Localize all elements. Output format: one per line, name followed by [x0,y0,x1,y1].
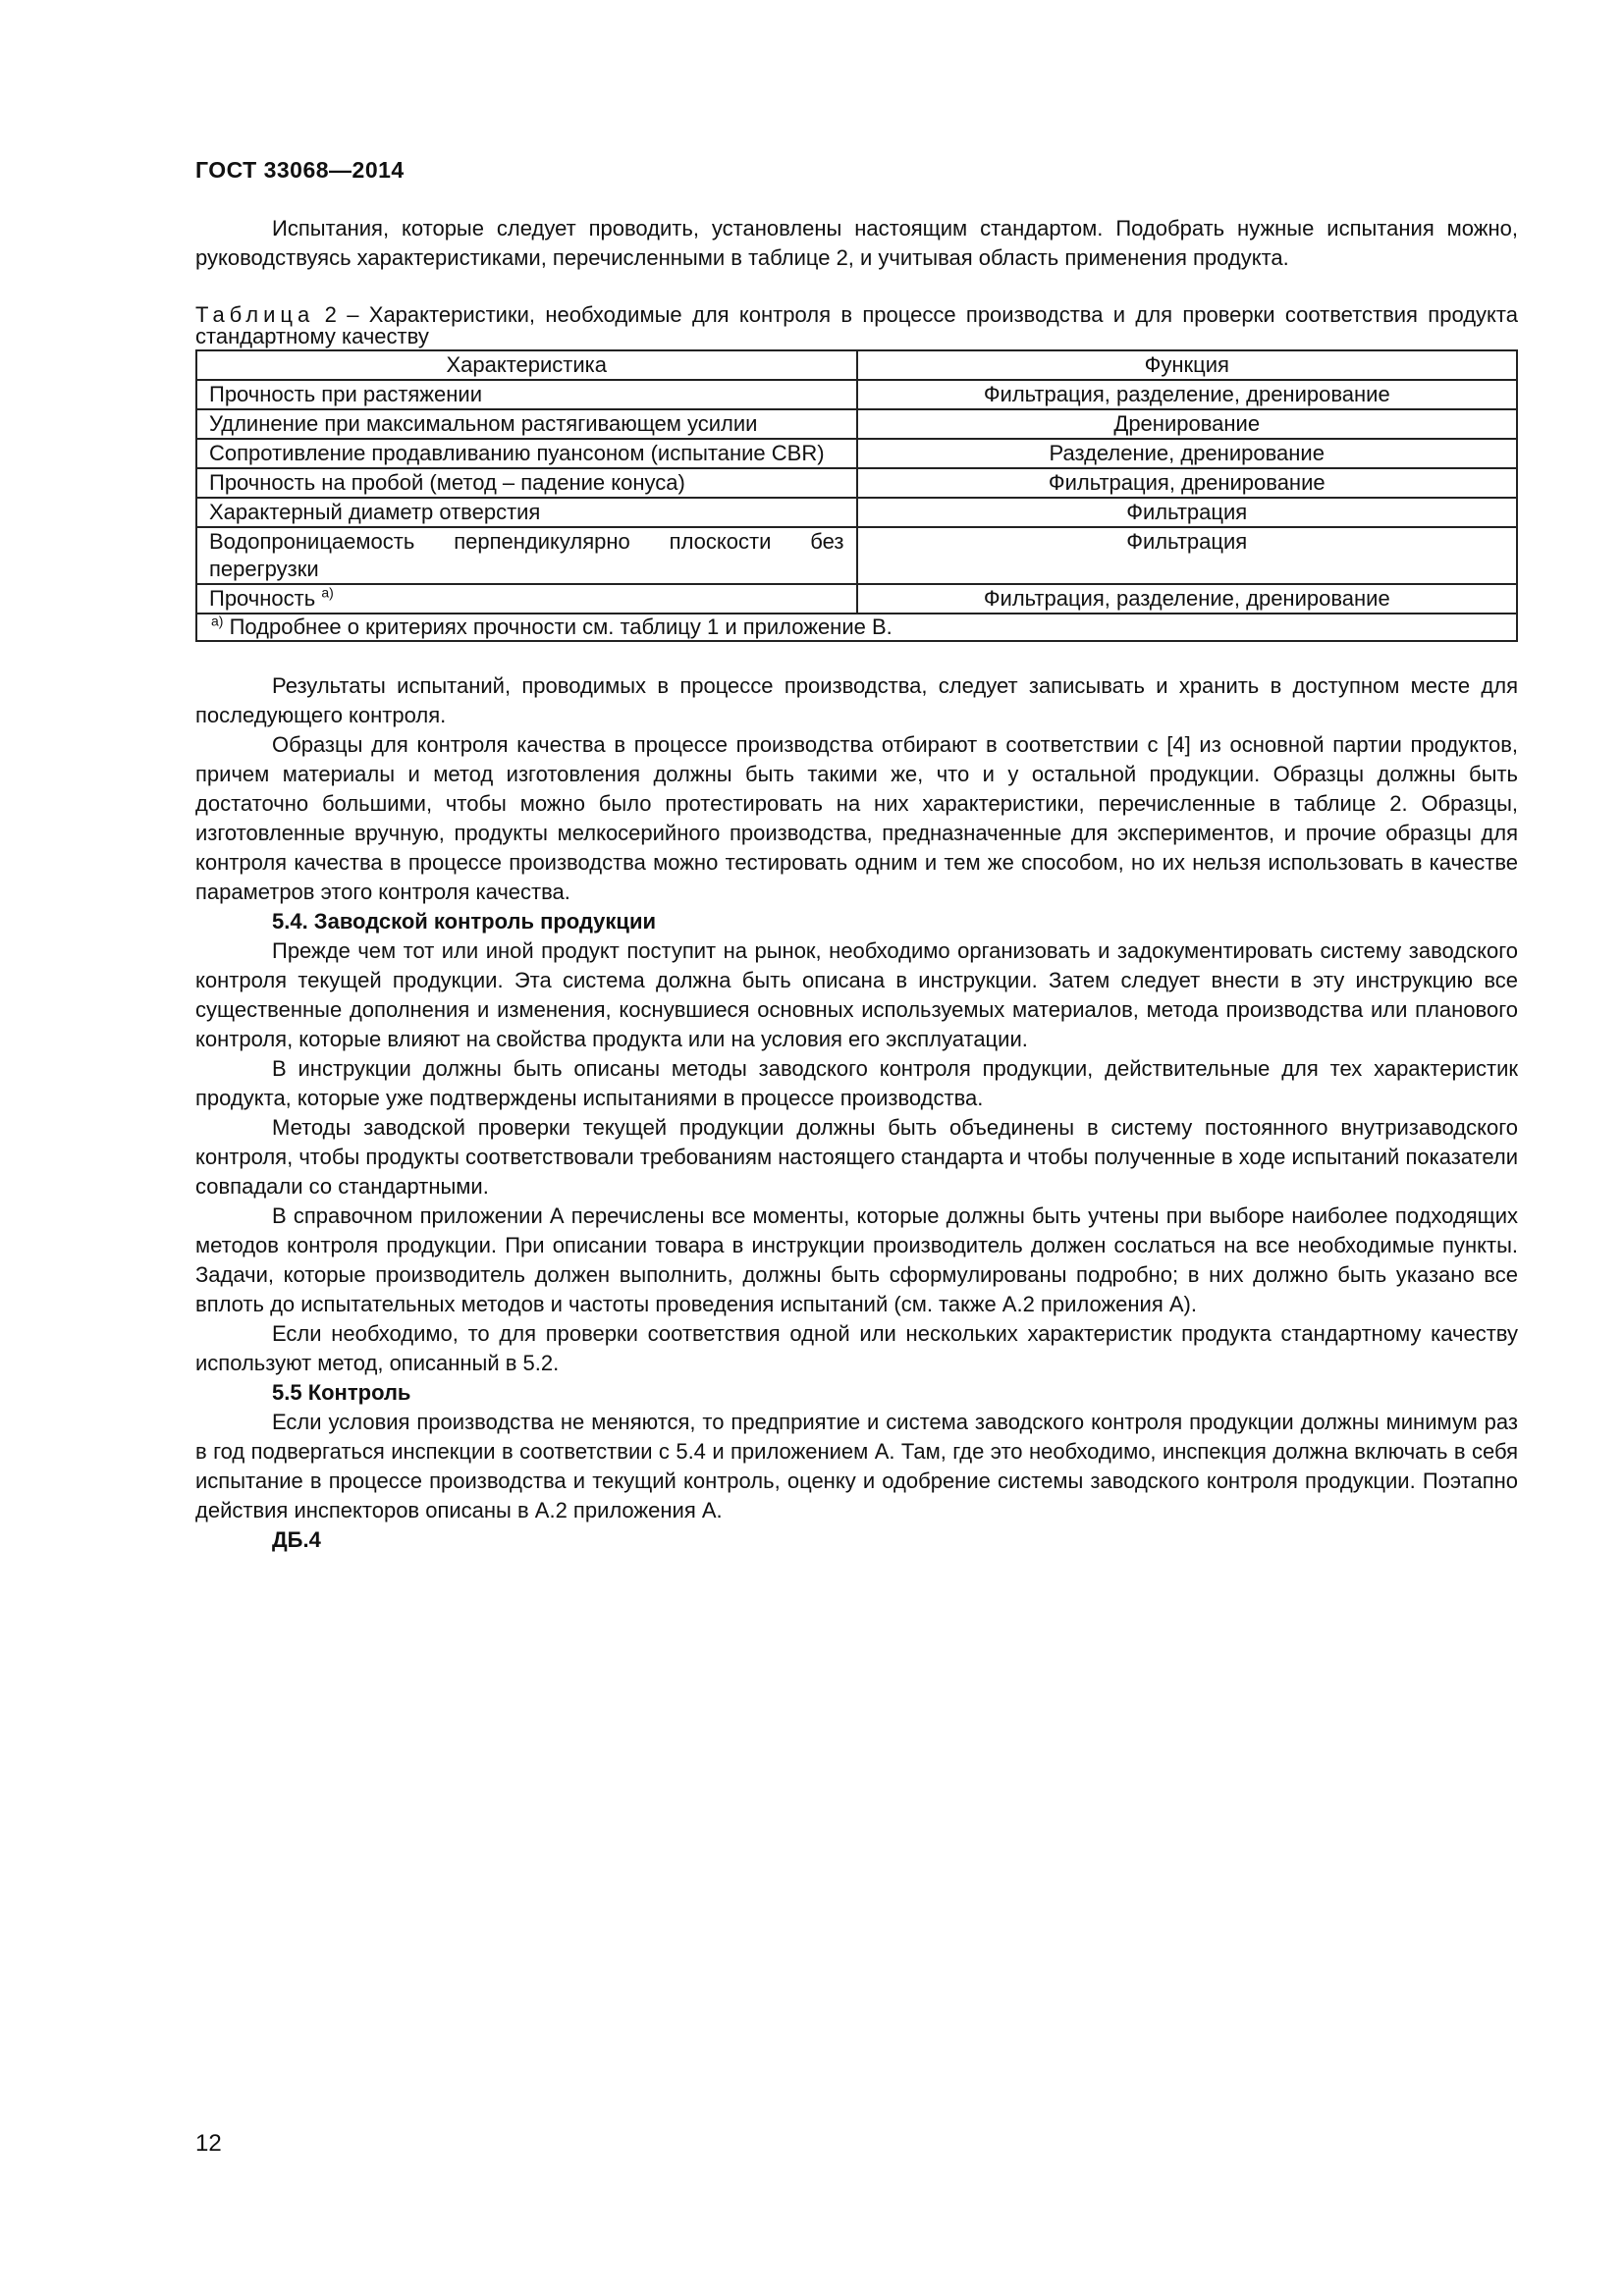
table-row [196,468,1517,498]
section-5-4-paragraph: Методы заводской проверки текущей продукции должны быть объединены в систему постоянного внутризаводского контроля, чтобы продукты соответствовали требованиям настоящего стандарта и чтобы полученные в ходе испытаний показатели совпадали со стандартными. [195,1115,1518,1199]
section-5-5-paragraph: Если условия производства не меняются, то предприятие и система заводского контроля продукции должны минимум раз в год подвергаться инспекции в соответствии с 5.4 и приложением А. Там, где это необходимо, инспекция должна включать в себя испытание в процессе производства и текущий контроль, оценку и одобрение системы заводского контроля продукции. Поэтапно действия инспекторов описаны в А.2 приложения А. [195,1410,1518,1522]
table-caption-label: Таблица [195,302,315,327]
section-5-4-paragraph: Прежде чем тот или иной продукт поступит на рынок, необходимо организовать и задокументировать систему заводского контроля текущей продукции. Эта система должна быть описана в инструкции. Затем следует внести в эту инструкцию все существенные дополнения и изменения, коснувшиеся основных используемых материалов, метода производства или планового контроля, которые влияют на свойства продукта или на условия его эксплуатации. [195,938,1518,1051]
table-caption-text: 2 – Характеристики, необходимые для контроля в процессе производства и для проверки соответствия продукта стандартному качеству [195,302,1518,348]
cell-characteristic: Характерный диаметр отверстия [196,498,857,527]
section-5-5-heading: 5.5 Контроль [272,1380,411,1405]
cell-characteristic: Прочность на пробой (метод – падение конуса) [196,468,857,498]
table-row [196,527,1517,584]
results-paragraph: Результаты испытаний, проводимых в процессе производства, следует записывать и хранить в доступном месте для последующего контроля. [195,673,1518,727]
cell-characteristic: Сопротивление продавливанию пуансоном (испытание CBR) [196,439,857,468]
section-5-4-heading: 5.4. Заводской контроль продукции [272,909,657,934]
characteristics-table [195,349,1518,642]
cell-function: Разделение, дренирование [857,439,1518,468]
cell-characteristic: Прочность при растяжении [196,380,857,409]
cell-function: Дренирование [857,409,1518,439]
intro-paragraph: Испытания, которые следует проводить, установлены настоящим стандартом. Подобрать нужные испытания можно, руководствуясь характеристиками, перечисленными в таблице 2, и учитывая область применения продукта. [195,216,1518,270]
cell-characteristic: Водопроницаемость перпендикулярно плоскости без перегрузки [196,527,857,584]
section-5-4-paragraph: Если необходимо, то для проверки соответствия одной или нескольких характеристик продукта стандартному качеству используют метод, описанный в 5.2. [195,1321,1518,1375]
section-5-4-paragraph: В справочном приложении А перечислены все моменты, которые должны быть учтены при выборе наиболее подходящих методов контроля продукции. При описании товара в инструкции производитель должен сослаться на все необходимые пункты. Задачи, которые производитель должен выполнить, должны быть сформулированы подробно; в них должно быть указано все вплоть до испытательных методов и частоты проведения испытаний (см. также А.2 приложения А). [195,1203,1518,1316]
document-header: ГОСТ 33068—2014 [195,157,405,183]
cell-function: Фильтрация, разделение, дренирование [857,584,1518,614]
samples-paragraph: Образцы для контроля качества в процессе производства отбирают в соответствии с [4] из основной партии продуктов, причем материалы и метод изготовления должны быть такими же, что и у остальной продукции. Образцы должны быть достаточно большими, чтобы можно было протестировать на них характеристики, перечисленные в таблице 2. Образцы, изготовленные вручную, продукты мелкосерийного производства, предназначенные для экспериментов, и прочие образцы для контроля качества в процессе производства можно тестировать одним и тем же способом, но их нельзя использовать в качестве параметров этого контроля качества. [195,732,1518,904]
table-caption [195,304,1518,347]
table-row [196,498,1517,527]
table-header-row [196,350,1517,380]
cell-function: Фильтрация [857,527,1518,584]
table-footnote: $^{а)}$ Подробнее о критериях прочности см. таблицу 1 и приложение В. [196,614,1517,641]
db4-heading: ДБ.4 [272,1527,321,1552]
cell-characteristic: Удлинение при максимальном растягивающем усилии [196,409,857,439]
section-5-4-paragraph: В инструкции должны быть описаны методы заводского контроля продукции, действительные для тех характеристик продукта, которые уже подтверждены испытаниями в процессе производства. [195,1056,1518,1110]
cell-function: Фильтрация [857,498,1518,527]
cell-function: Фильтрация, дренирование [857,468,1518,498]
table-row [196,380,1517,409]
table-row [196,584,1517,614]
table-footnote-row [196,614,1517,641]
cell-function: Фильтрация, разделение, дренирование [857,380,1518,409]
column-header-characteristic: Характеристика [196,350,857,380]
table-row [196,409,1517,439]
page-number: 12 [195,2130,222,2157]
table-row [196,439,1517,468]
column-header-function: Функция [857,350,1518,380]
page-content [195,214,1518,1555]
footnote-reference: а) [321,584,334,601]
cell-characteristic: Прочность $^{а)}$ [196,584,857,614]
